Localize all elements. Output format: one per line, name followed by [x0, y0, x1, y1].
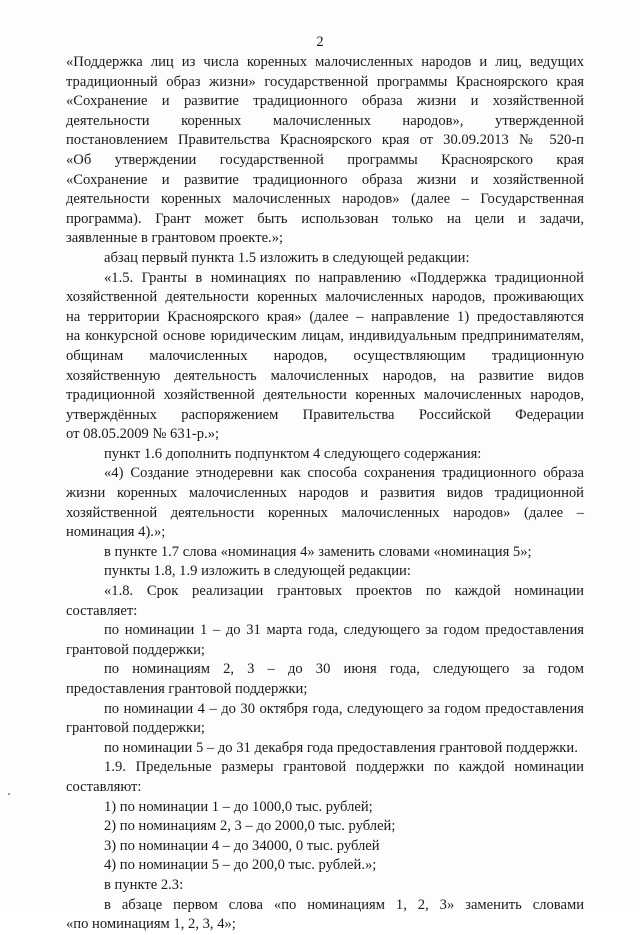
scan-artifact	[8, 793, 10, 795]
text-line: жизни коренных малочисленных народов и развития видов традиционной	[66, 485, 584, 502]
text-line: в абзаце первом слова «по номинациям 1, 2, 3» заменить словами	[104, 896, 584, 913]
document-body	[66, 53, 584, 935]
text-line: пункт 1.6 дополнить подпунктом 4 следующего содержания:	[104, 445, 482, 462]
text-line: в пункте 2.3:	[104, 876, 184, 893]
text-line: предоставления грантовой поддержки;	[66, 681, 308, 697]
text-line: утверждённых распоряжением Правительства Российской Федерации	[66, 406, 584, 423]
text-line: грантовой поддержки;	[66, 641, 205, 658]
text-line: от 08.05.2009 № 631-р.»;	[66, 426, 220, 443]
text-line: по номинациям 2, 3 – до 30 июня года, следующего за годом	[104, 661, 584, 678]
text-line: 2) по номинациям 2, 3 – до 2000,0 тыс. рублей;	[104, 818, 396, 835]
text-line: пункты 1.8, 1.9 изложить в следующей редакции:	[104, 563, 411, 580]
text-line: заявленные в грантовом проекте.»;	[66, 230, 284, 247]
text-line: «Сохранение и развитие традиционного образа жизни и хозяйственной	[66, 93, 584, 110]
text-line: по номинации 4 – до 30 октября года, следующего за годом предоставления	[104, 700, 584, 717]
text-line: «4) Создание этнодеревни как способа сохранения традиционного образа	[104, 465, 584, 482]
text-line: хозяйственной деятельности коренных малочисленных народов» (далее –	[66, 504, 584, 521]
text-line: постановлением Правительства Красноярского края от 30.09.2013 № 520-п	[66, 132, 584, 149]
text-line: 1.9. Предельные размеры грантовой поддержки по каждой номинации	[104, 759, 584, 776]
text-line: общинам малочисленных народов, осуществляющим традиционную	[66, 347, 584, 364]
text-line: по номинации 5 – до 31 декабря года предоставления грантовой поддержки.	[104, 739, 578, 756]
text-line: 3) по номинации 4 – до 34000, 0 тыс. рублей	[104, 837, 380, 854]
text-line: номинация 4).»;	[66, 524, 166, 541]
text-line: деятельности коренных малочисленных народов», утвержденной	[66, 112, 584, 129]
text-line: 1) по номинации 1 – до 1000,0 тыс. рублей;	[104, 798, 373, 815]
text-line: абзац первый пункта 1.5 изложить в следующей редакции:	[104, 249, 470, 266]
text-line: составляет:	[66, 602, 138, 619]
text-line: в пункте 1.7 слова «номинация 4» заменить словами «номинация 5»;	[104, 543, 532, 560]
text-line: хозяйственной деятельности коренных малочисленных народов, проживающих	[66, 289, 584, 306]
text-line: программа). Грант может быть использован только на цели и задачи,	[66, 210, 584, 227]
text-line: «1.8. Срок реализации грантовых проектов по каждой номинации	[104, 583, 584, 600]
text-line: грантовой поддержки;	[66, 720, 205, 737]
text-line: 4) по номинации 5 – до 200,0 тыс. рублей.»;	[104, 857, 377, 874]
text-line: деятельности коренных малочисленных народов» (далее – Государственная	[66, 191, 584, 208]
text-line: «1.5. Гранты в номинациях по направлению «Поддержка традиционной	[104, 269, 584, 286]
text-line: «Об утверждении государственной программы Красноярского края	[66, 151, 584, 168]
text-line: составляют:	[66, 778, 142, 795]
text-line: «Сохранение и развитие традиционного образа жизни и хозяйственной	[66, 171, 584, 188]
text-line: на конкурсной основе юридическим лицам, индивидуальным предпринимателям,	[66, 328, 584, 345]
text-line: хозяйственную деятельность малочисленных народов, на развитие видов	[66, 367, 584, 384]
text-line: традиционной хозяйственной деятельности коренных малочисленных народов,	[66, 387, 584, 404]
text-line: «Поддержка лиц из числа коренных малочисленных народов и лиц, ведущих	[66, 54, 584, 70]
page-number: 2	[316, 34, 324, 50]
text-line: «по номинациям 1, 2, 3, 4»;	[66, 916, 236, 933]
text-line: традиционный образ жизни» государственной программы Красноярского края	[66, 73, 584, 90]
text-line: на территории Красноярского края» (далее – направление 1) предоставляются	[66, 308, 584, 325]
text-line: по номинации 1 – до 31 марта года, следующего за годом предоставления	[104, 622, 584, 639]
